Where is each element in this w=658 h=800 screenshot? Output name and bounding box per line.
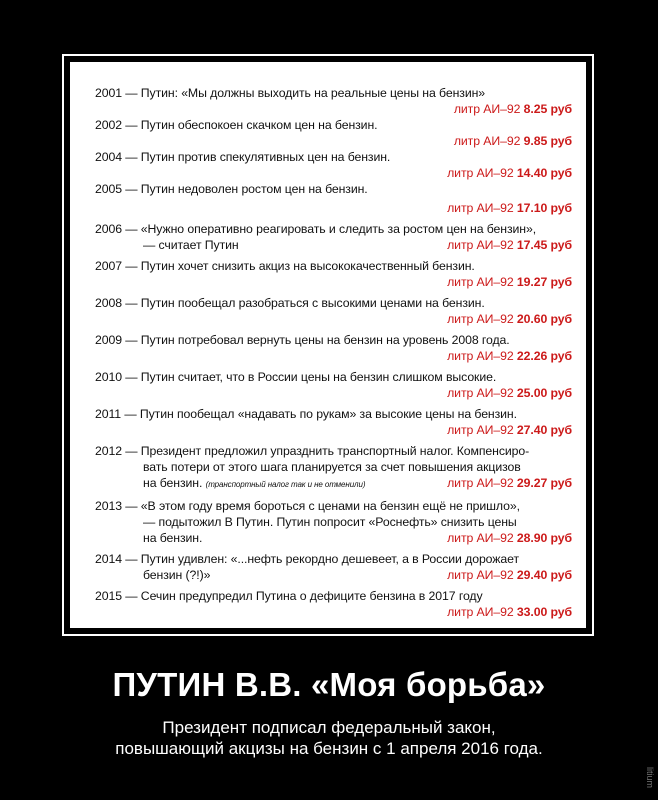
subtitle-line: повышающий акцизы на бензин с 1 апреля 2016 года. <box>115 739 543 758</box>
price-label: литр АИ–92 <box>447 201 514 215</box>
price-label: литр АИ–92 <box>447 349 514 363</box>
entry-text: 2011 — Путин пообещал «надавать по рукам» за высокие цены на бензин. <box>95 407 517 421</box>
entry-text-continued: на бензин. (транспортный налог так и не отменили) литр АИ–92 29.27 руб <box>143 476 572 490</box>
timeline-entry-2011 <box>95 406 572 438</box>
poster-frame <box>62 54 594 636</box>
price-value: 17.10 руб <box>516 201 572 215</box>
timeline-entry-2008 <box>95 295 572 327</box>
price-value: 19.27 руб <box>516 275 572 289</box>
price-value: 20.60 руб <box>516 312 572 326</box>
entry-text-continued: вать потери от этого шага планируется за счет повышения акцизов <box>143 460 521 474</box>
watermark: litium <box>645 766 655 788</box>
entry-price <box>95 274 572 290</box>
entry-price <box>447 237 572 253</box>
entry-price <box>447 567 572 583</box>
price-label: литр АИ–92 <box>447 166 514 180</box>
entry-text: 2013 — «В этом году время бороться с ценами на бензин ещё не пришло», <box>95 499 520 513</box>
timeline-entry-2004 <box>95 149 572 181</box>
timeline-list <box>95 85 572 620</box>
price-value: 14.40 руб <box>516 166 572 180</box>
entry-price <box>95 133 572 149</box>
price-label: литр АИ–92 <box>447 476 514 490</box>
price-label: литр АИ–92 <box>447 423 514 437</box>
entry-text: 2007 — Путин хочет снизить акциз на высококачественный бензин. <box>95 259 475 273</box>
price-value: 33.00 руб <box>516 605 572 619</box>
price-value: 25.00 руб <box>516 386 572 400</box>
entry-price <box>95 422 572 438</box>
price-value: 29.40 руб <box>516 568 572 582</box>
price-value: 8.25 руб <box>523 102 572 116</box>
entry-text: 2002 — Путин обеспокоен скачком цен на бензин. <box>95 118 378 132</box>
entry-text: 2001 — Путин: «Мы должны выходить на реальные цены на бензин» <box>95 86 486 100</box>
price-label: литр АИ–92 <box>447 531 514 545</box>
timeline-entry-2015 <box>95 588 572 620</box>
price-value: 17.45 руб <box>516 238 572 252</box>
price-label: литр АИ–92 <box>447 312 514 326</box>
entry-price <box>95 311 572 327</box>
price-label: литр АИ–92 <box>447 568 514 582</box>
price-value: 22.26 руб <box>516 349 572 363</box>
price-label: литр АИ–92 <box>447 605 514 619</box>
entry-price <box>95 604 572 620</box>
entry-text: 2012 — Президент предложил упразднить транспортный налог. Компенсиро- <box>95 444 530 458</box>
entry-text-continued: на бензин. литр АИ–92 28.90 руб <box>143 531 572 545</box>
price-label: литр АИ–92 <box>453 102 521 116</box>
timeline-entry-2007 <box>95 258 572 290</box>
timeline-entry-2002 <box>95 117 572 149</box>
entry-text: 2004 — Путин против спекулятивных цен на бензин. <box>95 150 391 164</box>
entry-text: 2006 — «Нужно оперативно реагировать и следить за ростом цен на бензин», <box>95 222 537 236</box>
poster-subtitle <box>0 717 658 759</box>
timeline-entry-2010 <box>95 369 572 401</box>
entry-text: 2008 — Путин пообещал разобраться с высокими ценами на бензин. <box>95 296 485 310</box>
entry-price <box>95 101 572 117</box>
entry-text: 2009 — Путин потребовал вернуть цены на бензин на уровень 2008 года. <box>95 333 510 347</box>
entry-price <box>447 475 572 491</box>
entry-text: 2010 — Путин считает, что в России цены на бензин слишком высокие. <box>95 370 497 384</box>
price-value: 9.85 руб <box>523 134 572 148</box>
entry-text-continued: — подытожил В Путин. Путин попросит «Роснефть» снизить цены <box>143 515 517 529</box>
timeline-entry-2013 <box>95 498 572 546</box>
entry-price <box>95 385 572 401</box>
timeline-entry-2014 <box>95 551 572 583</box>
entry-price <box>95 200 572 216</box>
timeline-entry-2005 <box>95 181 572 216</box>
entry-price <box>95 165 572 181</box>
price-label: литр АИ–92 <box>447 238 514 252</box>
entry-text: 2015 — Сечин предупредил Путина о дефиците бензина в 2017 году <box>95 589 483 603</box>
timeline-entry-2006 <box>95 221 572 253</box>
entry-text: 2014 — Путин удивлен: «...нефть рекордно дешевеет, а в России дорожает <box>95 552 520 566</box>
timeline-entry-2012 <box>95 443 572 493</box>
price-label: литр АИ–92 <box>447 386 514 400</box>
price-label: литр АИ–92 <box>447 275 514 289</box>
price-value: 27.40 руб <box>516 423 572 437</box>
entry-note: (транспортный налог так и не отменили) <box>205 480 366 489</box>
entry-text-continued: — считает Путин литр АИ–92 17.45 руб <box>143 238 572 252</box>
entry-price <box>447 530 572 546</box>
price-value: 29.27 руб <box>516 476 572 490</box>
price-value: 28.90 руб <box>516 531 572 545</box>
entry-text: 2005 — Путин недоволен ростом цен на бензин. <box>95 182 368 196</box>
poster-title: ПУТИН В.В. «Моя борьба» <box>112 666 546 703</box>
entry-price <box>95 348 572 364</box>
subtitle-line: Президент подписал федеральный закон, <box>162 718 496 737</box>
entry-text-continued: бензин (?!)» литр АИ–92 29.40 руб <box>143 568 572 582</box>
timeline-entry-2009 <box>95 332 572 364</box>
timeline-panel <box>70 62 586 628</box>
timeline-entry-2001 <box>95 85 572 117</box>
price-label: литр АИ–92 <box>453 134 521 148</box>
